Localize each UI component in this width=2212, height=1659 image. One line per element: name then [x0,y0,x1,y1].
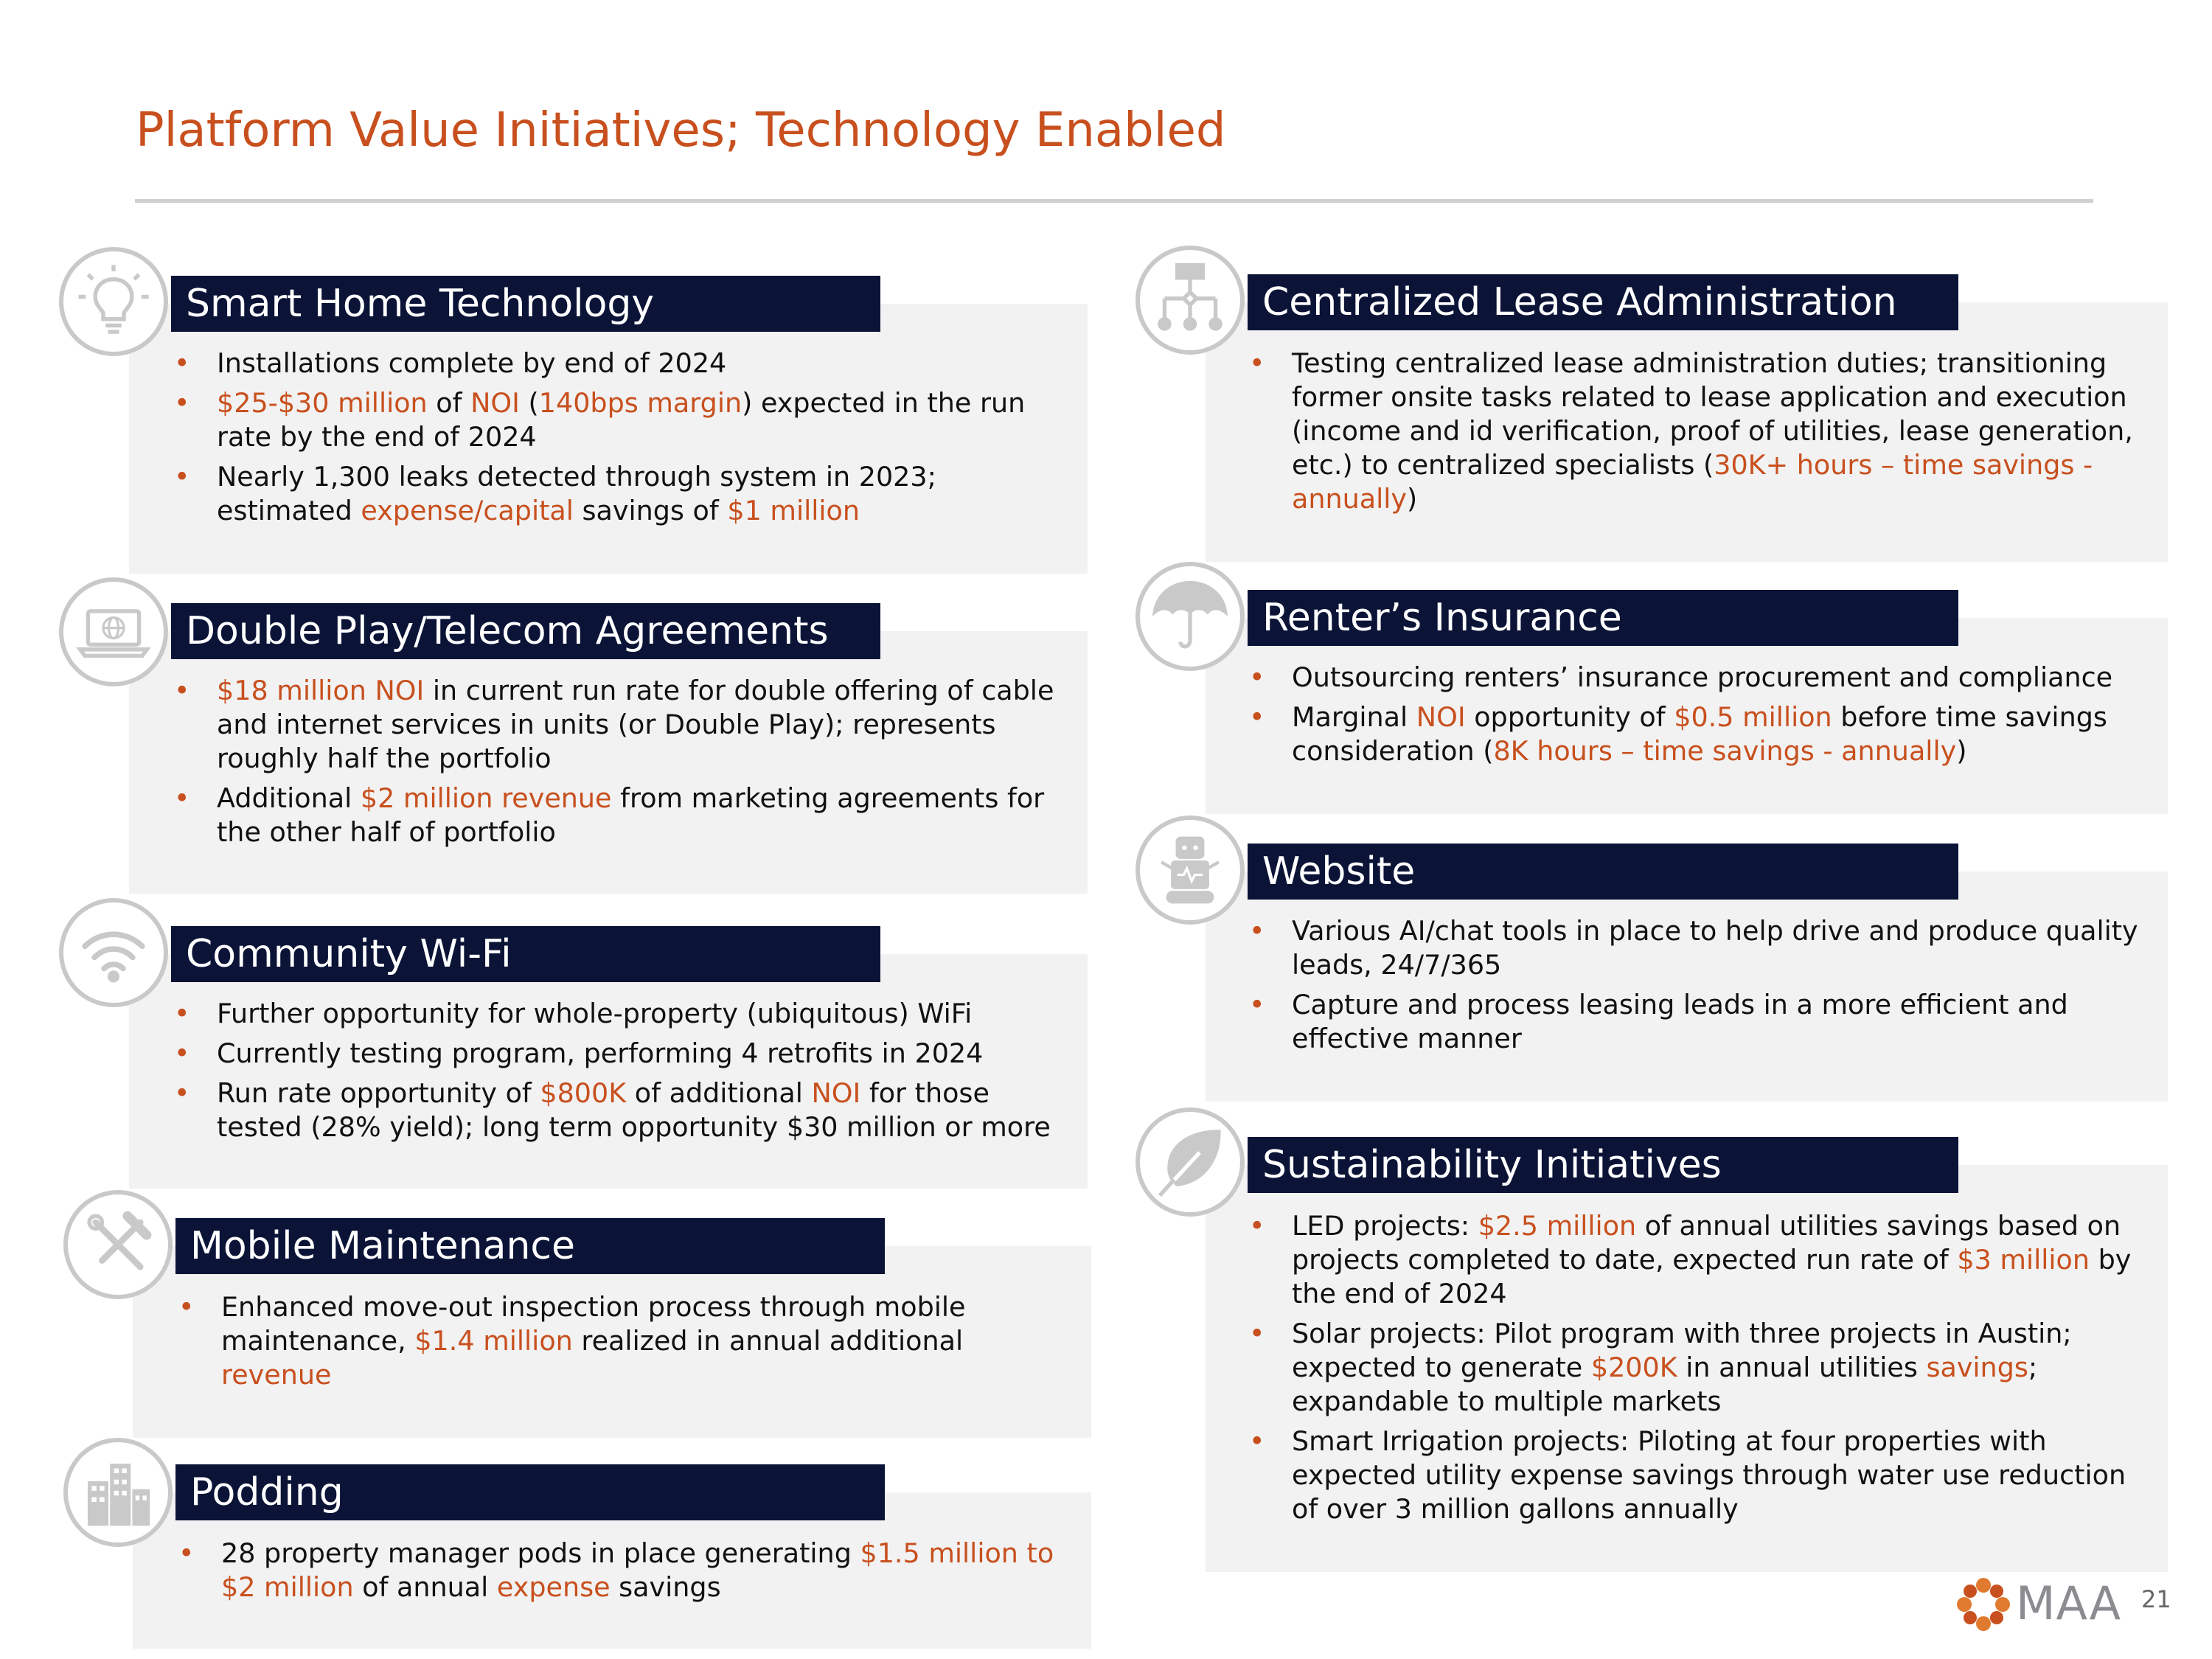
leaf-icon [1135,1107,1245,1217]
org-chart-icon [1135,246,1245,355]
list-item: • Various AI/chat tools in place to help drive and produce quality leads, 24/7/365 [1249,914,2156,982]
list-item: • LED projects: $2.5 million of annual utilities savings based on projects completed to date, expected run rate of $3 million by the end of 2024 [1249,1209,2156,1311]
list-item: • Outsourcing renters’ insurance procurement and compliance [1249,661,2156,695]
lightbulb-icon [59,247,168,356]
list-item: • Currently testing program, performing 4 retrofits in 2024 [174,1037,1074,1071]
list-item: • Marginal NOI opportunity of $0.5 million before time savings consideration (8K hours – time savings - annually) [1249,700,2156,768]
buildings-icon [63,1438,173,1547]
double-play-bullets [174,674,1074,855]
list-item: • $25-$30 million of NOI (140bps margin) expected in the run rate by the end of 2024 [174,386,1074,454]
maa-logo-icon [1954,1575,2013,1634]
wifi-header: Community Wi-Fi [171,926,880,982]
double-play-header: Double Play/Telecom Agreements [171,603,880,659]
list-item: • 28 property manager pods in place generating $1.5 million to $2 million of annual expense savings [178,1537,1078,1604]
list-item: • Further opportunity for whole-property (ubiquitous) WiFi [174,997,1074,1031]
wrench-hammer-icon [63,1190,173,1299]
smart-home-header: Smart Home Technology [171,276,880,332]
podding-bullets [178,1537,1078,1610]
wifi-bullets [174,997,1074,1150]
umbrella-icon [1135,562,1245,671]
lease-admin-header: Centralized Lease Administration [1248,274,1958,330]
mobile-maintenance-header: Mobile Maintenance [175,1218,885,1274]
insurance-bullets [1249,661,2156,774]
wifi-icon [59,898,168,1007]
robot-icon [1135,815,1245,925]
website-header: Website [1248,844,1958,900]
list-item: • Additional $2 million revenue from marketing agreements for the other half of portfolio [174,782,1074,849]
list-item: • Capture and process leasing leads in a more efficient and effective manner [1249,988,2156,1056]
mobile-maintenance-bullets [178,1290,1078,1398]
page-number: 21 [2141,1585,2171,1613]
sustainability-bullets [1249,1209,2156,1532]
insurance-header: Renter’s Insurance [1248,590,1958,646]
title-divider [135,199,2093,203]
list-item: • Installations complete by end of 2024 [174,347,1074,380]
page-title: Platform Value Initiatives; Technology Enabled [136,103,1226,158]
maa-logo-text: MAA [2016,1576,2122,1630]
list-item: • Enhanced move-out inspection process through mobile maintenance, $1.4 million realized in annual additional revenue [178,1290,1078,1392]
website-bullets [1249,914,2156,1062]
list-item: • Smart Irrigation projects: Piloting at four properties with expected utility expense savings through water use reduction of over 3 million gallons annually [1249,1425,2156,1526]
podding-header: Podding [175,1464,885,1520]
smart-home-bullets [174,347,1074,534]
lease-admin-bullets [1249,347,2156,522]
list-item: • Solar projects: Pilot program with three projects in Austin; expected to generate $200K in annual utilities savings; expandable to multiple markets [1249,1317,2156,1419]
list-item: • Run rate opportunity of $800K of additional NOI for those tested (28% yield); long term opportunity $30 million or more [174,1077,1074,1144]
laptop-globe-icon [59,577,168,686]
list-item: • Testing centralized lease administration duties; transitioning former onsite tasks related to lease application and execution (income and id verification, proof of utilities, lease generation, etc.) to centralized specialists (30K+ hours – time savings - annually) [1249,347,2156,516]
sustainability-header: Sustainability Initiatives [1248,1137,1958,1193]
list-item: • Nearly 1,300 leaks detected through system in 2023; estimated expense/capital savings of $1 million [174,460,1074,528]
list-item: • $18 million NOI in current run rate for double offering of cable and internet services in units (or Double Play); represents roughly half the portfolio [174,674,1074,776]
